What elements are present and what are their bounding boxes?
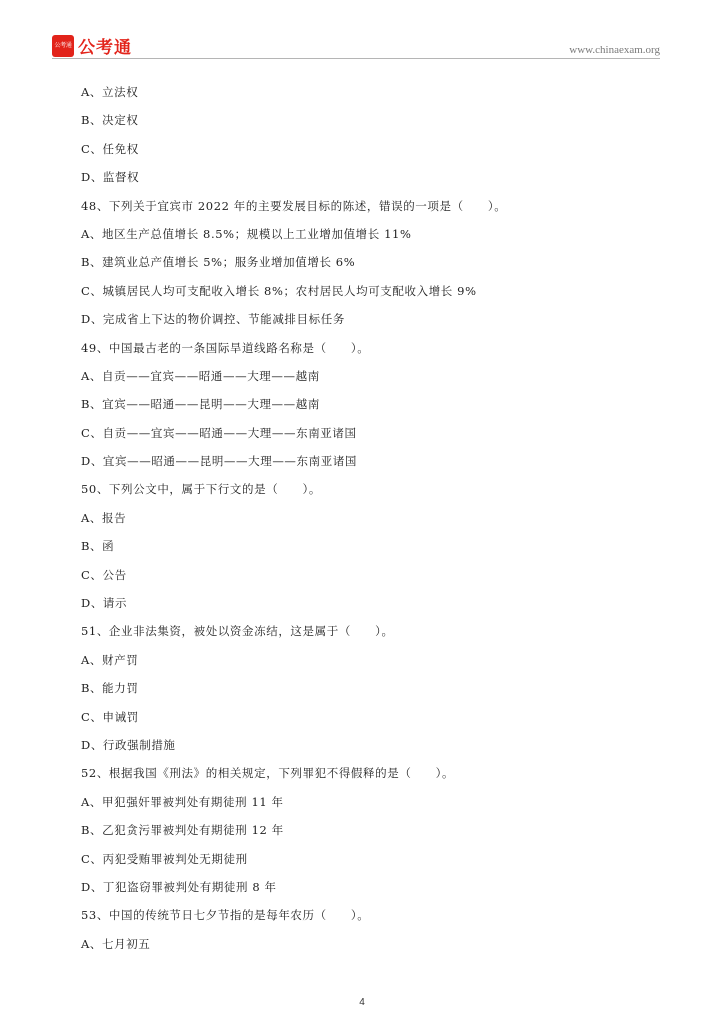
- page-number: 4: [359, 997, 365, 1008]
- option-line: A、立法权: [81, 85, 139, 99]
- logo: [52, 33, 132, 58]
- logo-text: 公考通: [78, 38, 132, 58]
- option-line: B、能力罚: [81, 681, 139, 696]
- question-line: 52、根据我国《刑法》的相关规定，下列罪犯不得假释的是（ ）。: [81, 766, 455, 781]
- page-header: [0, 0, 724, 60]
- question-line: 53、中国的传统节日七夕节指的是每年农历（ ）。: [81, 908, 370, 923]
- option-line: D、行政强制措施: [81, 737, 176, 752]
- option-line: C、城镇居民人均可支配收入增长 8%；农村居民人均可支配收入增长 9%: [81, 283, 477, 298]
- question-line: 50、下列公文中，属于下行文的是（ ）。: [81, 482, 321, 497]
- option-line: B、乙犯贪污罪被判处有期徒刑 12 年: [81, 823, 284, 838]
- option-line: D、完成省上下达的物价调控、节能减排目标任务: [81, 312, 345, 327]
- option-line: B、建筑业总产值增长 5%；服务业增加值增长 6%: [81, 255, 356, 270]
- option-line: C、自贡——宜宾——昭通——大理——东南亚诸国: [81, 425, 357, 440]
- option-line: B、宜宾——昭通——昆明——大理——越南: [81, 397, 320, 412]
- document-body: [81, 78, 671, 958]
- question-line: 49、中国最古老的一条国际旱道线路名称是（ ）。: [81, 340, 370, 355]
- option-line: D、监督权: [81, 170, 140, 185]
- option-line: C、公告: [81, 567, 127, 582]
- option-line: D、请示: [81, 596, 128, 611]
- site-url: www.chinaexam.org: [569, 44, 660, 56]
- option-line: C、任免权: [81, 141, 139, 156]
- option-line: C、申诫罚: [81, 709, 139, 724]
- option-line: C、丙犯受贿罪被判处无期徒刑: [81, 851, 248, 866]
- option-line: A、地区生产总值增长 8.5%；规模以上工业增加值增长 11%: [81, 226, 412, 241]
- question-line: 51、企业非法集资，被处以资金冻结，这是属于（ ）。: [81, 624, 394, 639]
- option-line: A、七月初五: [81, 936, 151, 951]
- option-line: D、丁犯盗窃罪被判处有期徒刑 8 年: [81, 879, 277, 894]
- option-line: D、宜宾——昭通——昆明——大理——东南亚诸国: [81, 454, 358, 469]
- option-line: A、报告: [81, 510, 127, 525]
- header-divider: [52, 58, 660, 59]
- option-line: A、自贡——宜宾——昭通——大理——越南: [81, 368, 320, 383]
- logo-badge: 公考通: [52, 35, 74, 57]
- option-line: A、甲犯强奸罪被判处有期徒刑 11 年: [81, 794, 284, 809]
- question-line: 48、下列关于宜宾市 2022 年的主要发展目标的陈述，错误的一项是（ ）。: [81, 198, 507, 213]
- option-line: B、函: [81, 539, 115, 554]
- option-line: A、财产罚: [81, 652, 139, 667]
- option-line: B、决定权: [81, 113, 139, 128]
